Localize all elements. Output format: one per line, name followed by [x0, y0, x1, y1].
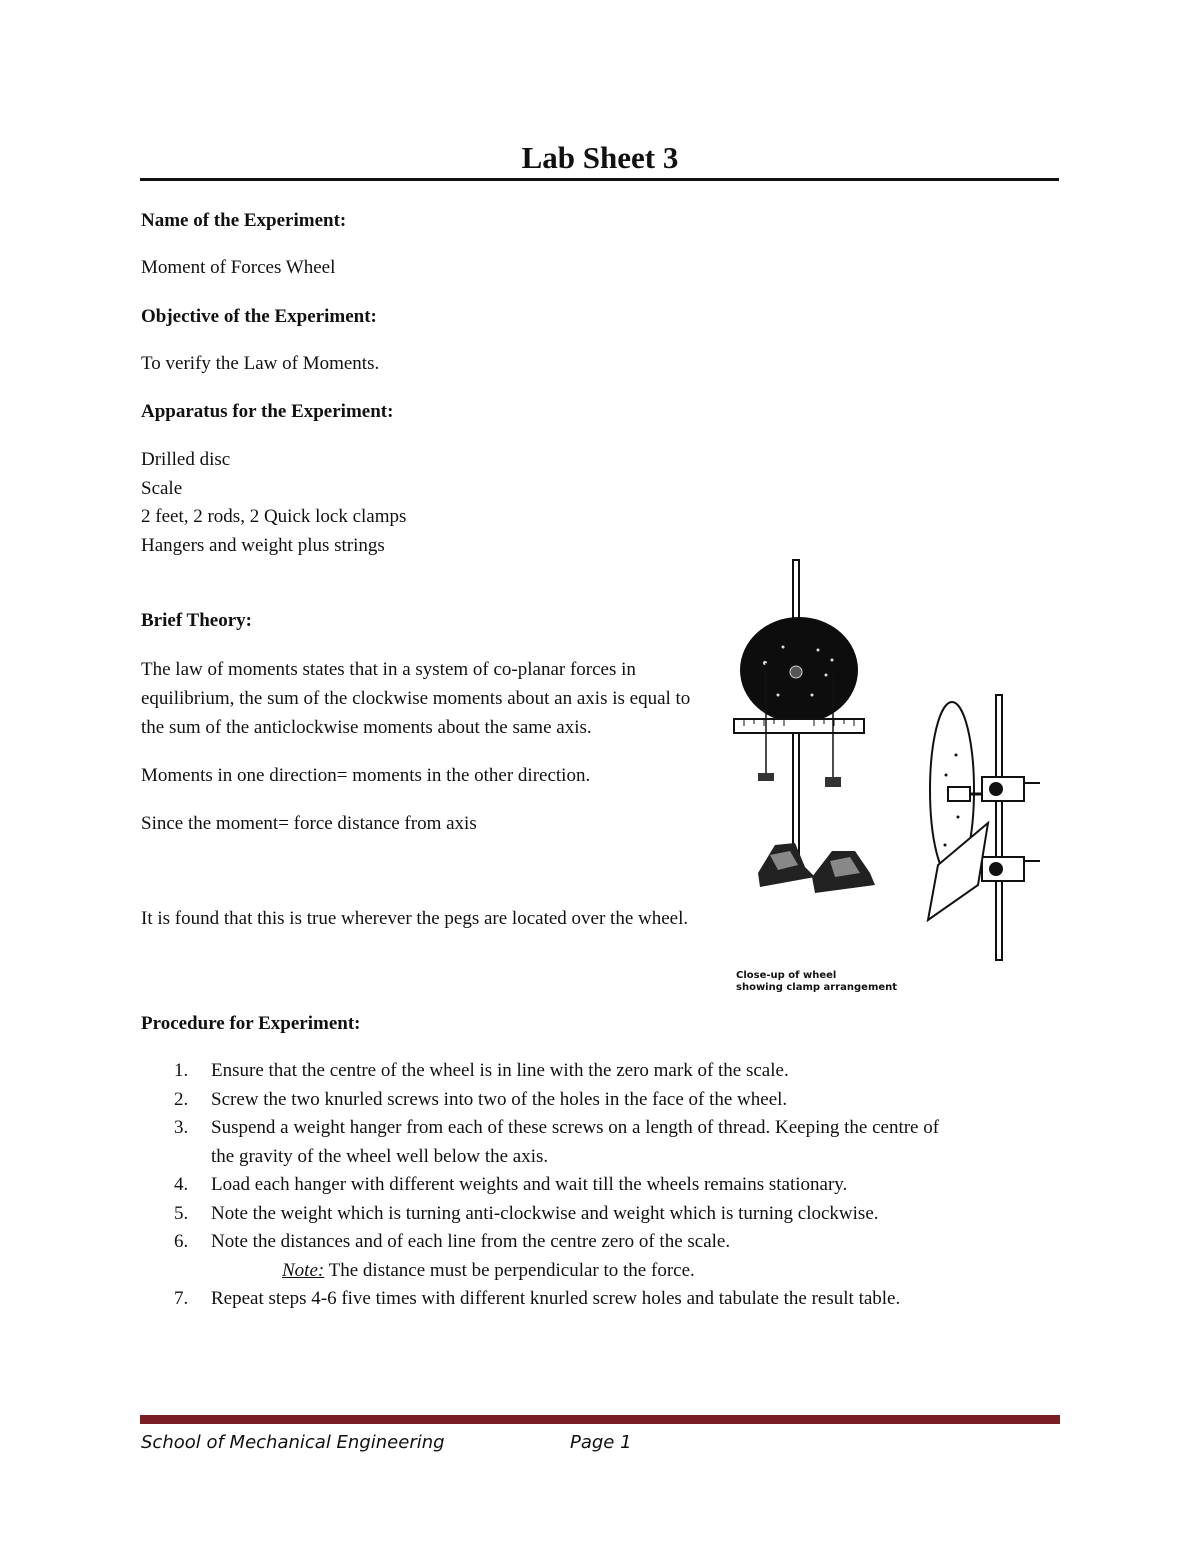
step-text: the gravity of the wheel well below the axis. — [211, 1145, 549, 1167]
objective-value: To verify the Law of Moments. — [141, 353, 380, 374]
list-item — [174, 1200, 939, 1229]
step-text: Repeat steps 4-6 five times with different knurled screw holes and tabulate the result table. — [211, 1288, 901, 1309]
note-label: Note: — [282, 1259, 325, 1281]
note-text: The distance must be perpendicular to the force. — [324, 1259, 695, 1281]
apparatus-figure — [720, 555, 1060, 1000]
apparatus-item: Hangers and weight plus strings — [141, 534, 385, 556]
step-text: Note the weight which is turning anti-clockwise and weight which is turning clockwise. — [211, 1202, 879, 1224]
step-text: Load each hanger with different weights and wait till the wheels remains stationary. — [211, 1174, 848, 1195]
apparatus-list — [141, 446, 406, 560]
apparatus-item: 2 feet, 2 rods, 2 Quick lock clamps — [141, 506, 407, 527]
theory-paragraph: Moments in one direction= moments in the other direction. — [141, 765, 591, 786]
theory-paragraph: The law of moments states that in a system of co-planar forces in equilibrium, the sum of the clockwise moments about an axis is equal to the sum of the anticlockwise moments about the same axis. — [141, 659, 691, 738]
footer-page-number: Page 1 — [570, 1432, 632, 1453]
moment-wheel-illustration — [720, 555, 1060, 1000]
step-number: 5. — [174, 1202, 189, 1224]
step-number: 7. — [174, 1288, 189, 1309]
footer-school: School of Mechanical Engineering — [141, 1432, 445, 1453]
step-text: Suspend a weight hanger from each of these screws on a length of thread. Keeping the centre of — [211, 1117, 940, 1138]
step-text: Note the distances and of each line from the centre zero of the scale. — [211, 1231, 731, 1252]
step-text: Screw the two knurled screws into two of the holes in the face of the wheel. — [211, 1088, 788, 1110]
list-item — [174, 1285, 939, 1314]
theory-body — [141, 655, 711, 933]
theory-paragraph: It is found that this is true wherever the pegs are located over the wheel. — [141, 908, 689, 929]
objective-heading: Objective of the Experiment: — [141, 306, 377, 327]
list-item — [174, 1086, 939, 1115]
step-number: 6. — [174, 1231, 189, 1252]
procedure-heading: Procedure for Experiment: — [141, 1013, 361, 1034]
step-number: 3. — [174, 1117, 189, 1138]
title-divider — [140, 178, 1059, 181]
figure-caption-line2: showing clamp arrangement — [736, 982, 898, 993]
figure-caption-line1: Close-up of wheel — [736, 970, 837, 981]
apparatus-heading: Apparatus for the Experiment: — [141, 401, 394, 422]
list-item — [174, 1171, 939, 1200]
theory-paragraph: Since the moment= force distance from axis — [141, 813, 477, 834]
list-item — [174, 1228, 939, 1257]
theory-heading: Brief Theory: — [141, 610, 252, 631]
footer-divider — [140, 1415, 1060, 1424]
procedure-list — [174, 1057, 939, 1314]
step-number: 2. — [174, 1088, 189, 1110]
step-number: 1. — [174, 1060, 189, 1081]
apparatus-item: Scale — [141, 477, 183, 499]
list-item — [174, 1114, 939, 1143]
list-item-continuation — [174, 1143, 939, 1172]
apparatus-item: Drilled disc — [141, 449, 231, 470]
note-line — [174, 1257, 939, 1286]
list-item — [174, 1057, 939, 1086]
step-text: Ensure that the centre of the wheel is in line with the zero mark of the scale. — [211, 1060, 789, 1081]
name-value: Moment of Forces Wheel — [141, 257, 336, 278]
step-number: 4. — [174, 1174, 189, 1195]
page-title: Lab Sheet 3 — [521, 140, 679, 175]
name-heading: Name of the Experiment: — [141, 210, 347, 231]
